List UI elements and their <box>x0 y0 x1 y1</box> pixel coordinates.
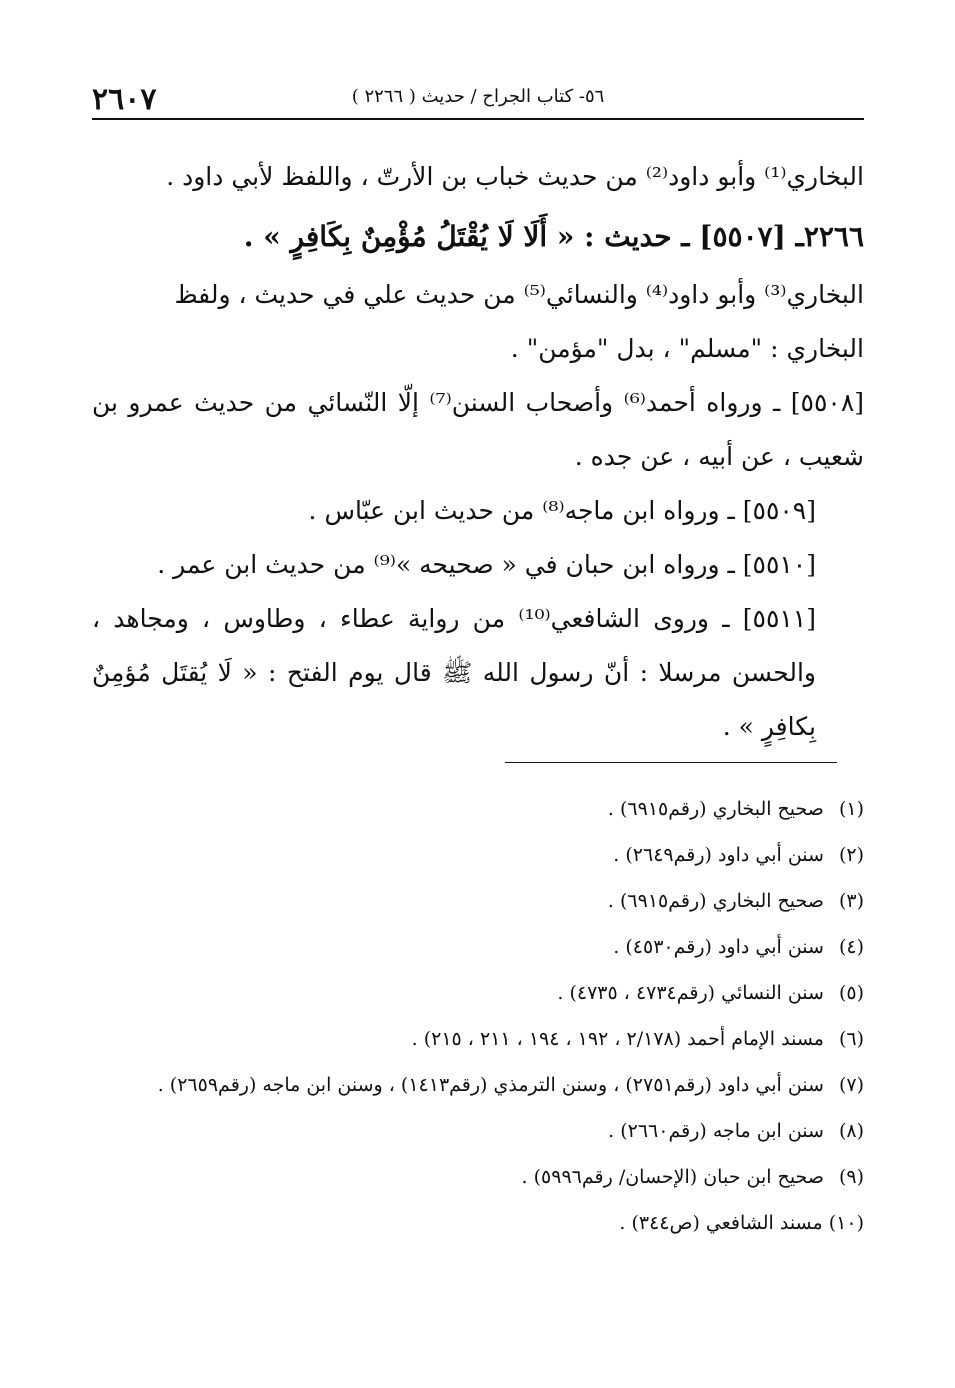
footnote-number: (١) <box>838 798 864 820</box>
footnote-number: (٣) <box>838 890 864 912</box>
footnote-item <box>92 1200 864 1246</box>
footnote-number: (٦) <box>838 1028 864 1050</box>
footnote-separator <box>505 762 837 763</box>
footnote-text: صحيح ابن حبان (الإحسان/ رقم٥٩٩٦) . <box>521 1166 824 1188</box>
footnote-item <box>92 1016 864 1062</box>
main-text <box>92 150 864 754</box>
paragraph-6: [٥٥١١] ـ وروى الشافعي⁽¹⁰⁾ من رواية عطاء ، وطاوس ، ومجاهد ، والحسن مرسلا : أنّ رسول الله ﷺ قال يوم الفتح : « لَا يُقتَل مُؤمِنٌ بِكافِرٍ » . <box>92 604 816 741</box>
footnote-number: (١٠) <box>828 1212 864 1234</box>
footnote-item <box>92 878 864 924</box>
footnote-item <box>92 1154 864 1200</box>
footnote-text: مسند الشافعي (ص٣٤٤) . <box>619 1212 823 1234</box>
footnote-text: سنن ابن ماجه (رقم٢٦٦٠) . <box>608 1120 824 1142</box>
paragraph-4: [٥٥٠٩] ـ ورواه ابن ماجه⁽⁸⁾ من حديث ابن عبّاس . <box>308 496 816 525</box>
footnote-number: (٨) <box>838 1120 864 1142</box>
page-number: ٢٦٠٧ <box>92 82 157 117</box>
footnote-number: (٩) <box>838 1166 864 1188</box>
footnotes <box>92 786 864 1246</box>
footnote-item <box>92 1108 864 1154</box>
running-title: ٥٦- كتاب الجراح / حديث ( ٢٢٦٦ ) <box>351 86 605 107</box>
paragraph-2-line-2: البخاري : "مسلم" ، بدل "مؤمن" . <box>510 334 864 363</box>
page-header <box>92 78 864 120</box>
hadith-title: ٢٢٦٦ـ [٥٥٠٧] ـ حديث : « أَلَا لَا يُقْتَلُ مُؤْمِنٌ بِكَافِرٍ » . <box>243 220 864 253</box>
footnote-item <box>92 786 864 832</box>
paragraph-3: [٥٥٠٨] ـ ورواه أحمد⁽⁶⁾ وأصحاب السنن⁽⁷⁾ إلّا النّسائي من حديث عمرو بن شعيب ، عن أبيه ، عن جده . <box>92 388 865 471</box>
footnote-text: صحيح البخاري (رقم٦٩١٥) . <box>607 890 824 912</box>
footnote-text: سنن أبي داود (رقم٢٧٥١) ، وسنن الترمذي (رقم١٤١٣) ، وسنن ابن ماجه (رقم٢٦٥٩) . <box>157 1074 824 1096</box>
paragraph-5: [٥٥١٠] ـ ورواه ابن حبان في « صحيحه »⁽⁹⁾ من حديث ابن عمر . <box>157 550 816 579</box>
footnote-text: صحيح البخاري (رقم٦٩١٥) . <box>607 798 824 820</box>
footnote-number: (٥) <box>838 982 864 1004</box>
footnote-item <box>92 924 864 970</box>
footnote-text: سنن أبي داود (رقم٤٥٣٠) . <box>613 936 824 958</box>
footnote-text: سنن النسائي (رقم٤٧٣٤ ، ٤٧٣٥) . <box>557 982 824 1004</box>
footnote-item <box>92 970 864 1016</box>
paragraph-2-line-1: البخاري⁽³⁾ وأبو داود⁽⁴⁾ والنسائي⁽⁵⁾ من حديث علي في حديث ، ولفظ <box>174 280 864 309</box>
footnote-number: (٤) <box>838 936 864 958</box>
footnote-number: (٢) <box>838 844 864 866</box>
footnote-text: مسند الإمام أحمد (٢/١٧٨ ، ١٩٢ ، ١٩٤ ، ٢١١ ، ٢١٥) . <box>411 1028 824 1050</box>
footnote-text: سنن أبي داود (رقم٢٦٤٩) . <box>613 844 824 866</box>
footnote-item <box>92 832 864 878</box>
footnote-number: (٧) <box>838 1074 864 1096</box>
footnote-item <box>92 1062 864 1108</box>
paragraph-1: البخاري⁽¹⁾ وأبو داود⁽²⁾ من حديث خباب بن الأرتّ ، واللفظ لأبي داود . <box>166 162 864 191</box>
